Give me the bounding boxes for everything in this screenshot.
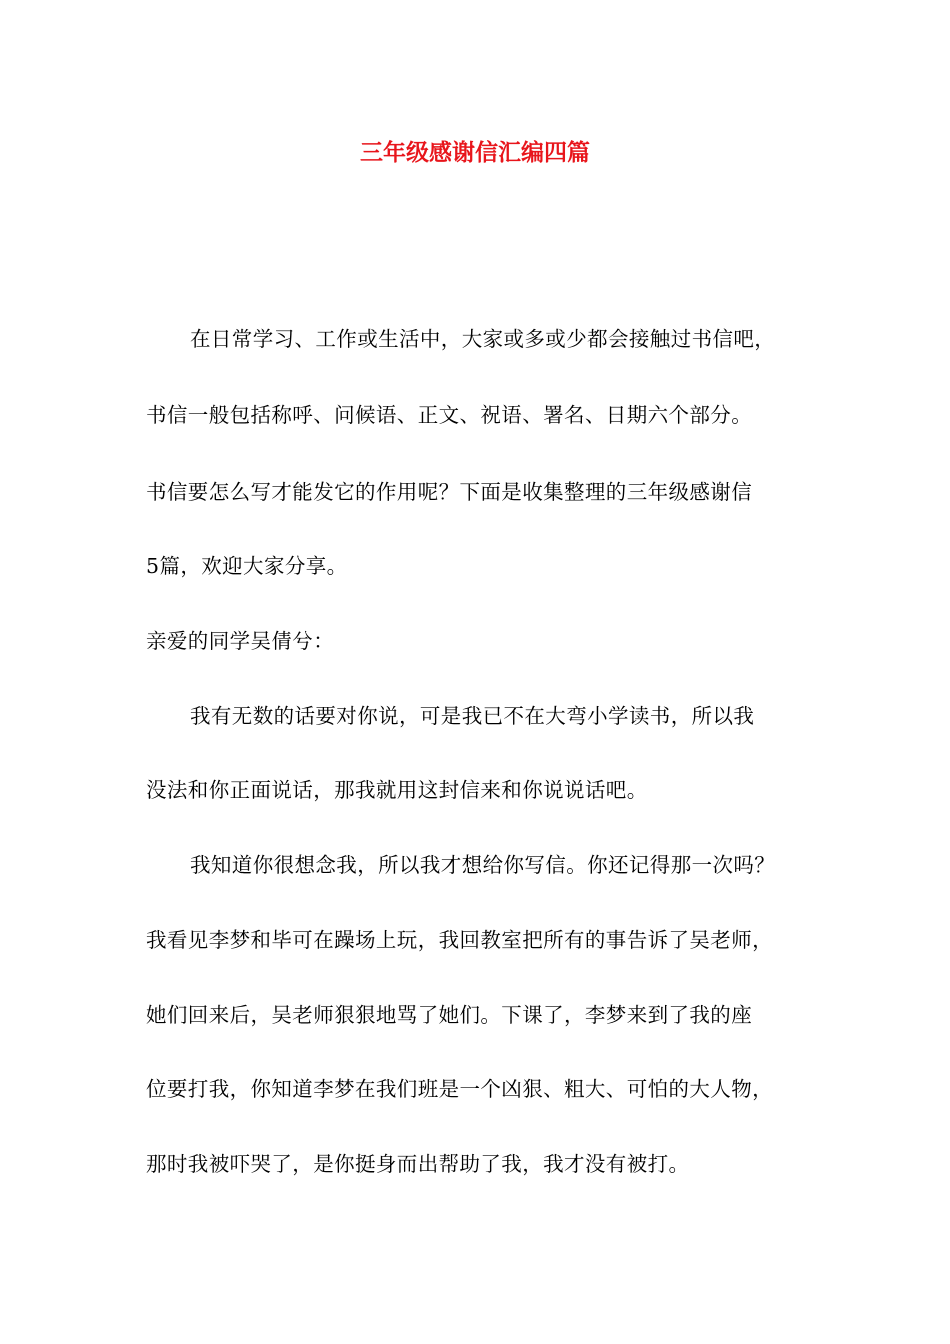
salutation: 亲爱的同学吴倩兮： (146, 629, 335, 653)
paragraph-line: 我知道你很想念我，所以我才想给你写信。你还记得那一次吗？ (190, 853, 776, 877)
paragraph-line: 我有无数的话要对你说，可是我已不在大弯小学读书，所以我 (190, 704, 755, 728)
paragraph-line: 书信一般包括称呼、问候语、正文、祝语、署名、日期六个部分。 (146, 403, 753, 427)
paragraph-line: 她们回来后，吴老师狠狠地骂了她们。下课了，李梦来到了我的座 (146, 1003, 753, 1027)
paragraph-line: 在日常学习、工作或生活中，大家或多或少都会接触过书信吧， (190, 327, 776, 351)
paragraph-line: 5篇，欢迎大家分享。 (146, 554, 348, 578)
paragraph-line: 书信要怎么写才能发它的作用呢？下面是收集整理的三年级感谢信 (146, 480, 753, 504)
paragraph-line: 那时我被吓哭了，是你挺身而出帮助了我，我才没有被打。 (146, 1152, 690, 1176)
paragraph-line: 没法和你正面说话，那我就用这封信来和你说说话吧。 (146, 778, 648, 802)
paragraph-line: 我看见李梦和毕可在躁场上玩，我回教室把所有的事告诉了吴老师， (146, 928, 773, 952)
document-title: 三年级感谢信汇编四篇 (360, 140, 590, 166)
paragraph-line: 位要打我，你知道李梦在我们班是一个凶狠、粗大、可怕的大人物， (146, 1077, 773, 1101)
